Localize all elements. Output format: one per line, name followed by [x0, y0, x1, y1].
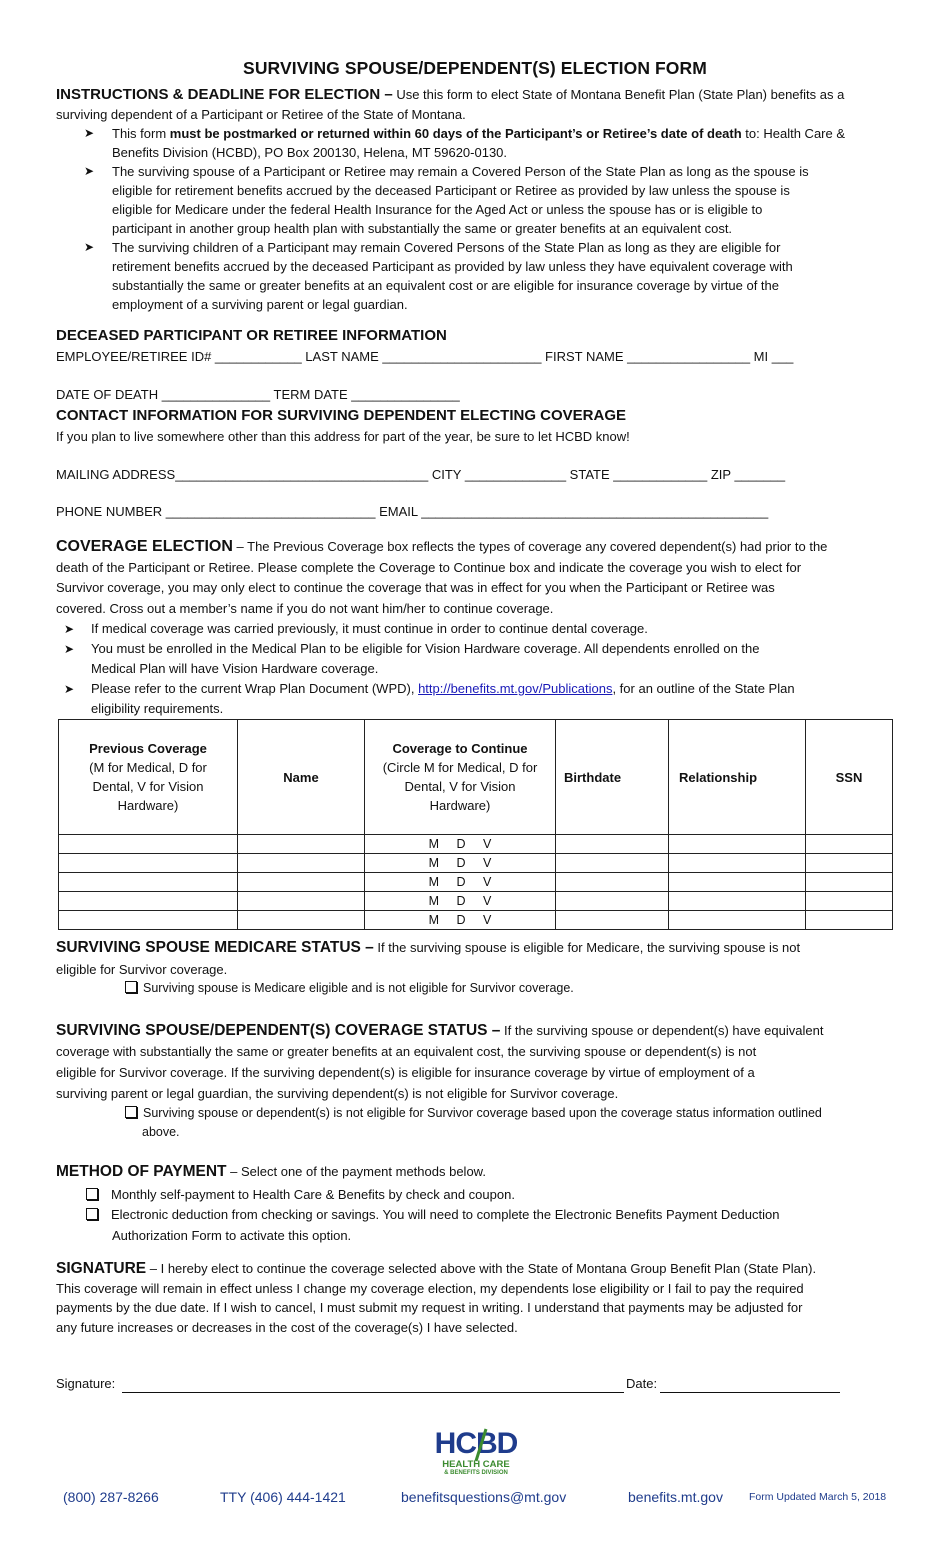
name-cell[interactable]	[238, 873, 365, 892]
footer-website[interactable]: benefits.mt.gov	[628, 1489, 723, 1505]
instructions-bullet-1	[84, 124, 902, 162]
name-cell[interactable]	[238, 835, 365, 854]
coverage-text-line: Survivor coverage, you may only elect to continue the coverage that was in effect for you when the Participant or Retiree was	[56, 580, 775, 595]
status-text-line1: If the surviving spouse or dependent(s) have equivalent	[500, 1023, 824, 1038]
mailing-address-row[interactable]: MAILING ADDRESS___________________________________ CITY ______________ STATE _____________ ZIP _______	[56, 467, 786, 482]
signature-line[interactable]	[122, 1392, 624, 1393]
medicare-heading: SURVIVING SPOUSE MEDICARE STATUS –	[56, 939, 374, 956]
previous-coverage-cell[interactable]	[59, 911, 238, 930]
deceased-heading: DECEASED PARTICIPANT OR RETIREE INFORMATION	[56, 327, 447, 344]
payment-option-1[interactable]	[86, 1185, 515, 1206]
col1-subtitle: (M for Medical, D for Dental, V for Vision Hardware)	[89, 760, 207, 813]
bullet2-line: The surviving spouse of a Participant or Retiree may remain a Covered Person of the State Plan as long as the spouse is	[112, 164, 809, 179]
instructions-bullets	[84, 124, 902, 314]
instructions-heading: INSTRUCTIONS & DEADLINE FOR ELECTION –	[56, 86, 393, 103]
coverage-select-cell[interactable]: M D V	[365, 911, 556, 930]
status-checkbox-label-line2: above.	[142, 1125, 180, 1139]
birthdate-cell[interactable]	[556, 892, 669, 911]
relationship-cell[interactable]	[669, 854, 806, 873]
bullet1-pre: This form	[112, 126, 170, 141]
ssn-cell[interactable]	[806, 854, 893, 873]
signature-text-line: This coverage will remain in effect unless I change my coverage election, my dependents lose eligibility or I fail to pay the required	[56, 1280, 804, 1296]
footer-tty[interactable]: TTY (406) 444-1421	[220, 1489, 346, 1505]
coverage-status-section	[56, 1020, 894, 1104]
birthdate-cell[interactable]	[556, 873, 669, 892]
medicare-text-line2: eligible for Survivor coverage.	[56, 962, 228, 977]
coverage-select-cell[interactable]: M D V	[365, 854, 556, 873]
coverage-text-line: death of the Participant or Retiree. Please complete the Coverage to Continue box and indicate the coverage you wish to elect for	[56, 559, 802, 575]
instructions-intro-line2: surviving dependent of a Participant or Retiree of the State of Montana.	[56, 106, 466, 122]
col-relationship: Relationship	[669, 720, 806, 835]
name-cell[interactable]	[238, 892, 365, 911]
instructions-bullet-3	[84, 238, 902, 314]
bullet1-bold: must be postmarked or returned within 60 days of the Participant’s or Retiree’s date of death	[169, 126, 742, 141]
coverage-table	[58, 719, 893, 930]
previous-coverage-cell[interactable]	[59, 892, 238, 911]
arrow-bullet-icon: ➤	[64, 682, 75, 696]
arrow-bullet-icon: ➤	[84, 240, 95, 254]
signature-text-line1: – I hereby elect to continue the coverage selected above with the State of Montana Group Benefit Plan (State Plan).	[146, 1261, 817, 1276]
relationship-cell[interactable]	[669, 873, 806, 892]
col-coverage-to-continue	[365, 720, 556, 835]
coverage-select-cell[interactable]: M D V	[365, 873, 556, 892]
coverage-bullet3-post: , for an outline of the State Plan	[612, 681, 795, 696]
relationship-cell[interactable]	[669, 892, 806, 911]
arrow-bullet-icon: ➤	[64, 622, 75, 636]
coverage-bullet1-text: If medical coverage was carried previously, it must continue in order to continue dental coverage.	[91, 621, 648, 636]
col3-subtitle: (Circle M for Medical, D for Dental, V for Vision Hardware)	[382, 760, 538, 813]
status-text-line: eligible for Survivor coverage. If the surviving dependent(s) is eligible for insurance coverage by virtue of employment of a	[56, 1065, 755, 1080]
signature-text-line: any future increases or decreases in the cost of the coverage(s) I have selected.	[56, 1319, 518, 1335]
hcbd-logo-line1: HEALTH CARE	[442, 1459, 510, 1470]
payment-option-2[interactable]	[86, 1205, 779, 1246]
coverage-heading: COVERAGE ELECTION	[56, 538, 233, 555]
status-checkbox-label-line1: Surviving spouse or dependent(s) is not eligible for Survivor coverage based upon the coverage status information outlined	[143, 1106, 822, 1120]
signature-text-line: payments by the due date. If I wish to cancel, I must submit my request in writing. I understand that payments may be adjusted for	[56, 1300, 803, 1315]
ssn-cell[interactable]	[806, 835, 893, 854]
medicare-text-line1: If the surviving spouse is eligible for Medicare, the surviving spouse is not	[373, 940, 801, 955]
deceased-id-name-row[interactable]: EMPLOYEE/RETIREE ID# ____________ LAST NAME ______________________ FIRST NAME _________________ MI ___	[56, 349, 794, 364]
table-row	[59, 835, 893, 854]
signature-label: Signature:	[56, 1376, 116, 1391]
footer-phone[interactable]: (800) 287-8266	[63, 1489, 159, 1505]
arrow-bullet-icon: ➤	[64, 642, 75, 656]
coverage-bullet2-line1: You must be enrolled in the Medical Plan to be eligible for Vision Hardware coverage. All dependents enrolled on the	[91, 641, 760, 656]
payment-option-1-label: Monthly self-payment to Health Care & Benefits by check and coupon.	[111, 1187, 515, 1202]
name-cell[interactable]	[238, 854, 365, 873]
coverage-status-checkbox[interactable]	[125, 1106, 137, 1118]
payment-heading: METHOD OF PAYMENT	[56, 1163, 227, 1180]
col-name: Name	[238, 720, 365, 835]
bullet2-line: eligible for retirement benefits accrued by the deceased Participant or Retiree as provided by law unless the spouse is	[112, 183, 790, 198]
arrow-bullet-icon: ➤	[84, 126, 95, 140]
bullet1-post: to: Health Care &	[741, 126, 846, 141]
ssn-cell[interactable]	[806, 911, 893, 930]
instructions-bullet-2	[84, 162, 902, 238]
bullet3-line: employment of a surviving parent or legal guardian.	[112, 297, 408, 312]
bullet2-line: participant in another group health plan with substantially the same or greater benefits at an equivalent cost.	[112, 221, 733, 236]
coverage-intro	[56, 537, 894, 619]
name-cell[interactable]	[238, 911, 365, 930]
logo-swoosh-icon	[472, 1428, 492, 1462]
col-previous-coverage	[59, 720, 238, 835]
payment-option-1-checkbox[interactable]	[86, 1188, 98, 1200]
coverage-status-heading: SURVIVING SPOUSE/DEPENDENT(S) COVERAGE STATUS –	[56, 1022, 501, 1039]
footer-email[interactable]: benefitsquestions@mt.gov	[401, 1489, 567, 1505]
signature-heading: SIGNATURE	[56, 1260, 147, 1277]
bullet1-line2: Benefits Division (HCBD), PO Box 200130, Helena, MT 59620-0130.	[112, 145, 508, 160]
col3-title: Coverage to Continue	[392, 741, 528, 756]
payment-option-2-label-line2: Authorization Form to activate this option.	[112, 1227, 352, 1243]
coverage-status-checkbox-row[interactable]	[125, 1104, 885, 1142]
coverage-bullet-2	[64, 639, 901, 679]
bullet3-line: The surviving children of a Participant may remain Covered Persons of the State Plan as long as they are eligible for	[112, 240, 781, 255]
arrow-bullet-icon: ➤	[84, 164, 95, 178]
birthdate-cell[interactable]	[556, 911, 669, 930]
previous-coverage-cell[interactable]	[59, 854, 238, 873]
col1-title: Previous Coverage	[89, 741, 207, 756]
footer-updated: Form Updated March 5, 2018	[749, 1491, 887, 1503]
coverage-bullet3-line2: eligibility requirements.	[91, 701, 224, 716]
contact-heading: CONTACT INFORMATION FOR SURVIVING DEPENDENT ELECTING COVERAGE	[56, 407, 627, 424]
coverage-bullet3-pre: Please refer to the current Wrap Plan Document (WPD),	[91, 681, 419, 696]
payment-text: – Select one of the payment methods below.	[226, 1164, 486, 1179]
hcbd-logo	[428, 1428, 524, 1484]
birthdate-cell[interactable]	[556, 835, 669, 854]
table-row	[59, 873, 893, 892]
relationship-cell[interactable]	[669, 911, 806, 930]
coverage-select-cell[interactable]: M D V	[365, 835, 556, 854]
phone-email-row[interactable]: PHONE NUMBER _____________________________ EMAIL ________________________________________________	[56, 504, 769, 519]
ssn-cell[interactable]	[806, 873, 893, 892]
status-text-line: coverage with substantially the same or greater benefits at an equivalent cost, the surviving spouse or dependent(s) is not	[56, 1044, 757, 1059]
ssn-cell[interactable]	[806, 892, 893, 911]
bullet2-line: eligible for Medicare under the federal Health Insurance for the Aged Act or unless the spouse has or is eligible to	[112, 202, 763, 217]
coverage-text-line: – The Previous Coverage box reflects the types of coverage any covered dependent(s) had prior to the	[232, 539, 828, 554]
bullet3-line: retirement benefits accrued by the deceased Participant as provided by law unless they have equivalent coverage with	[112, 259, 793, 274]
coverage-bullet-3	[64, 679, 901, 719]
payment-option-2-label-line1: Electronic deduction from checking or savings. You will need to complete the Electronic Benefits Payment Deduction	[111, 1207, 780, 1222]
payment-section	[56, 1162, 894, 1182]
payment-option-2-checkbox[interactable]	[86, 1208, 98, 1220]
table-row	[59, 911, 893, 930]
table-row	[59, 892, 893, 911]
previous-coverage-cell[interactable]	[59, 835, 238, 854]
instructions-intro	[56, 85, 894, 124]
coverage-bullet-1	[64, 619, 901, 639]
medicare-checkbox-row[interactable]	[125, 981, 574, 995]
instructions-intro-line1: Use this form to elect State of Montana Benefit Plan (State Plan) benefits as a	[396, 87, 845, 102]
publications-link[interactable]: http://benefits.mt.gov/Publications	[418, 681, 613, 696]
coverage-text-line: covered. Cross out a member’s name if you do not want him/her to continue coverage.	[56, 600, 554, 616]
bullet3-line: substantially the same or greater benefits at an equivalent cost or are eligible for insurance coverage by virtue of the	[112, 278, 779, 293]
table-row	[59, 854, 893, 873]
relationship-cell[interactable]	[669, 835, 806, 854]
medicare-checkbox-label: Surviving spouse is Medicare eligible and is not eligible for Survivor coverage.	[143, 981, 574, 995]
coverage-bullets	[64, 619, 901, 719]
hcbd-logo-line2: & BENEFITS DIVISION	[444, 1470, 508, 1476]
col-ssn: SSN	[806, 720, 893, 835]
previous-coverage-cell[interactable]	[59, 873, 238, 892]
medicare-checkbox[interactable]	[125, 981, 137, 993]
coverage-table-header	[59, 720, 893, 835]
status-text-line: surviving parent or legal guardian, the surviving dependent(s) is not eligible for Survivor coverage.	[56, 1086, 619, 1101]
deceased-dates-row[interactable]: DATE OF DEATH _______________ TERM DATE _______________	[56, 387, 460, 402]
date-line[interactable]	[660, 1392, 840, 1393]
signature-section	[56, 1259, 916, 1337]
col-birthdate: Birthdate	[556, 720, 669, 835]
medicare-section	[56, 937, 894, 981]
form-title: SURVIVING SPOUSE/DEPENDENT(S) ELECTION FORM	[243, 58, 707, 78]
birthdate-cell[interactable]	[556, 854, 669, 873]
coverage-select-cell[interactable]: M D V	[365, 892, 556, 911]
coverage-bullet2-line2: Medical Plan will have Vision Hardware coverage.	[91, 661, 379, 676]
date-label: Date:	[626, 1376, 658, 1391]
hcbd-logo-letters: HCBD	[434, 1427, 518, 1460]
contact-note: If you plan to live somewhere other than this address for part of the year, be sure to let HCBD know!	[56, 429, 630, 444]
